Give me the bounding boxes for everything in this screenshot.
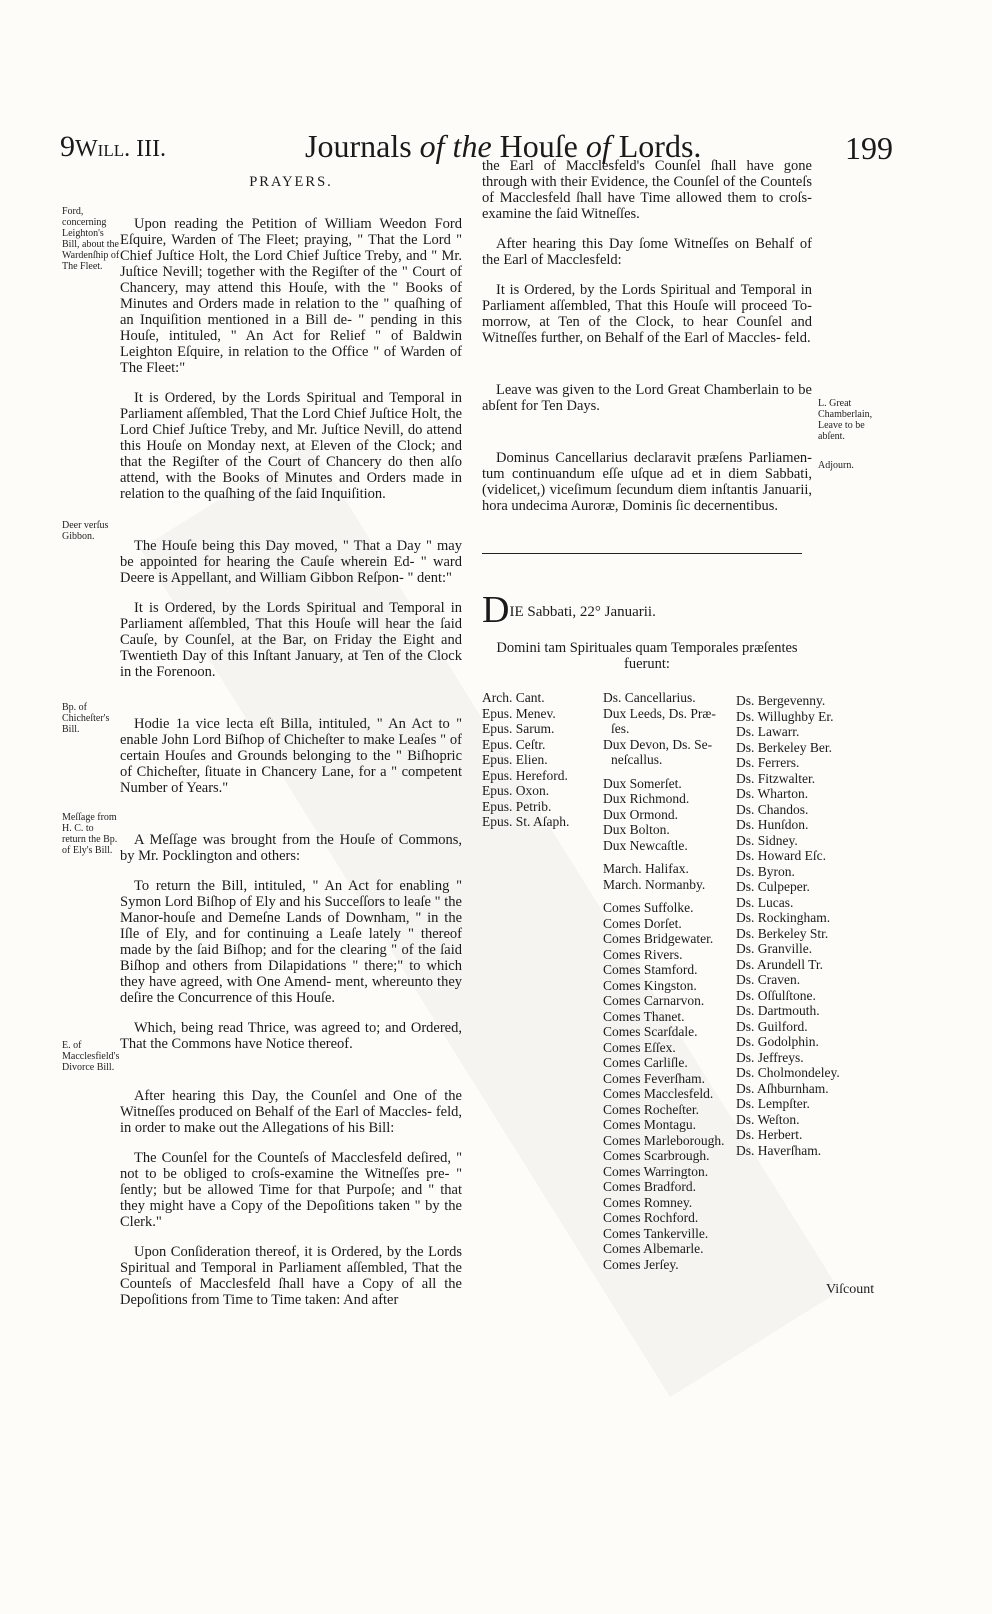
- list-item: Comes Rochford.: [603, 1210, 699, 1225]
- margin-note: E. of Macclesfield's Divorce Bill.: [62, 1040, 120, 1073]
- list-item: Comes Stamford.: [603, 962, 698, 977]
- paragraph: To return the Bill, intituled, " An Act for enabling " Symon Lord Biſhop of Ely and his Succeſſors to leaſe " the Manor-houſe and Demeſne Lands of Downham, " in the Iſle of Ely, and for continuing a Leaſe lately " thereof made by the ſaid Biſhop; and for the clearing " of the ſaid Biſhop and others from Dilapidations " there;" to which they have agreed, with One Amend- ment, whereunto they deſire the Concurrence of this Houſe.: [120, 878, 462, 1006]
- list-item: Dux Newcaſtle.: [603, 837, 688, 853]
- list-item: Epus. Elien.: [482, 752, 548, 767]
- list-item: March. Normanby.: [603, 876, 706, 892]
- paragraph: Hodie 1a vice lecta eſt Billa, intituled, " An Act to " enable John Lord Biſhop of Chicheſter to make Leaſes " of certain Houſes and Grounds belonging to the " Biſhopric of Chicheſter, ſituate in Chancery Lane, for a " competent Number of Years.": [120, 716, 462, 796]
- margin-note: L. Great Chamberlain, Leave to be abſent.: [818, 398, 873, 442]
- list-item: Ds. Rockingham.: [736, 910, 831, 925]
- list-item: Ds. Craven.: [736, 972, 801, 987]
- list-item: Comes Scarſdale.: [603, 1024, 698, 1039]
- list-item: Comes Bradford.: [603, 1179, 696, 1194]
- list-item: Ds. Ferrers.: [736, 755, 800, 770]
- page-number: 199: [845, 130, 893, 166]
- dukes-earls-list: [603, 690, 733, 1272]
- list-item: Ds. Berkeley Str.: [736, 925, 829, 941]
- list-item: Ds. Hunſdon.: [736, 817, 809, 832]
- paragraph: Dominus Cancellarius declaravit præſens Parliamen- tum continuandum eſſe uſque ad et in diem Sabbati, (videlicet,) viceſimum ſecundum diem inſtantis Januarii, hora undecima Auroræ, Dominis ſic decernentibus.: [482, 450, 812, 514]
- list-item: Comes Jerſey.: [603, 1256, 679, 1272]
- list-item: Comes Albemarle.: [603, 1241, 704, 1256]
- list-item: Comes Montagu.: [603, 1117, 696, 1132]
- list-item: Dux Somerſet.: [603, 775, 682, 791]
- list-item: Ds. Culpeper.: [736, 879, 810, 894]
- barons-list: [736, 693, 840, 1158]
- list-item: Ds. Cholmondeley.: [736, 1065, 840, 1080]
- list-item: Comes Bridgewater.: [603, 931, 714, 946]
- list-item: Comes Suffolke.: [603, 900, 694, 915]
- list-item: Comes Feverſham.: [603, 1070, 705, 1086]
- list-item: Epus. Menev.: [482, 705, 556, 721]
- margin-note: Deer verſus Gibbon.: [62, 520, 109, 542]
- list-item: Epus. Sarum.: [482, 721, 555, 736]
- paragraph: the Earl of Macclesfeld's Counſel ſhall have gone through with their Evidence, the Counſel of the Counteſs of Macclesfeld ſhall have Time allowed them to croſs-examine the ſaid Witneſſes.: [482, 158, 812, 222]
- list-item: Comes Carnarvon.: [603, 993, 705, 1008]
- margin-note: Adjourn.: [818, 460, 854, 471]
- paragraph: The Houſe being this Day moved, " That a Day " may be appointed for hearing the Cauſe wherein Ed- " ward Deere is Appellant, and William Gibbon Reſpon- " dent:": [120, 538, 462, 586]
- list-item: Ds. Lawarr.: [736, 724, 800, 739]
- list-item: Ds. Godolphin.: [736, 1034, 819, 1049]
- list-item: March. Halifax.: [603, 861, 689, 876]
- left-column: [120, 170, 462, 1322]
- list-item: Epus. Hereford.: [482, 767, 568, 783]
- list-item: Comes Dorſet.: [603, 915, 682, 931]
- section-heading: PRAYERS.: [249, 174, 333, 190]
- paragraph: After hearing this Day ſome Witneſſes on Behalf of the Earl of Macclesfeld:: [482, 236, 812, 268]
- paragraph: Upon reading the Petition of William Weedon Ford Eſquire, Warden of The Fleet; praying, " That the Lord " Chief Juſtice Holt, the Lord Chief Juſtice Treby, and " Mr. Juſtice Nevill; together with the Regiſter of the " Court of Chancery, may attend this Houſe, with the " Books of Minutes and Orders made in relation to the " quaſhing of an Inquiſition mentioned in a Bill de- " pending in this Houſe, intituled, " An Act for Relief " of Baldwin Leighton Eſquire, in relation to the Office " of Warden of The Fleet:": [120, 216, 462, 376]
- list-item: Ds. Weſton.: [736, 1111, 800, 1127]
- list-item: Comes Thanet.: [603, 1008, 685, 1024]
- list-item: neſcallus.: [611, 752, 663, 767]
- list-item: Ds. Lempſter.: [736, 1096, 810, 1111]
- list-item: Comes Rivers.: [603, 946, 683, 962]
- list-item: Ds. Willughby Er.: [736, 708, 834, 724]
- paragraph: It is Ordered, by the Lords Spiritual and Temporal in Parliament aſſembled, That this Houſe will hear the ſaid Cauſe, by Counſel, at the Bar, on Friday the Eight and Twentieth Day of this Inſtant January, at Ten of the Clock in the Forenoon.: [120, 600, 462, 680]
- list-item: Comes Scarbrough.: [603, 1148, 710, 1163]
- list-item: Ds. Haverſham.: [736, 1142, 822, 1158]
- list-item: Ds. Wharton.: [736, 786, 809, 801]
- list-item: Arch. Cant.: [482, 690, 545, 705]
- margin-note: Ford, concerning Leighton's Bill, about the Wardenſhip of The Fleet.: [62, 206, 120, 272]
- list-item: Ds. Lucas.: [736, 894, 794, 910]
- list-item: Comes Macclesfeld.: [603, 1086, 714, 1101]
- section-divider: [482, 553, 802, 554]
- margin-note: Meſſage from H. C. to return the Bp. of Ely's Bill.: [62, 812, 118, 856]
- regnal-year: 9Will. III.: [60, 130, 167, 163]
- drop-cap: D: [482, 589, 510, 631]
- list-item: Ds. Guilford.: [736, 1018, 808, 1034]
- lords-spiritual-list: [482, 690, 569, 830]
- right-column: [482, 158, 812, 528]
- list-item: Dux Bolton.: [603, 822, 670, 837]
- list-item: Comes Warrington.: [603, 1163, 709, 1179]
- list-item: Ds. Fitzwalter.: [736, 770, 816, 786]
- list-item: Ds. Herbert.: [736, 1127, 803, 1142]
- paragraph: It is Ordered, by the Lords Spiritual and Temporal in Parliament aſſembled, That the Lord Chief Juſtice Holt, the Lord Chief Juſtice Treby, and Mr. Juſtice Nevill, do attend this Houſe on Monday next, at Eleven of the Clock; and that the Regiſter of the Court of Chancery do then alſo attend, with the Books of Minutes and Orders made in relation to the quaſhing of the ſaid Inquiſition.: [120, 390, 463, 502]
- paragraph: The Counſel for the Counteſs of Macclesfeld deſired, " not to be obliged to croſs-examine the Witneſſes pre- " ſently; but be allowed Time for that Purpoſe; and " that they might have a Copy of the Depoſitions taken " by the Clerk.": [120, 1150, 462, 1230]
- list-item: Comes Kingston.: [603, 977, 697, 993]
- paragraph: Leave was given to the Lord Great Chamberlain to be abſent for Ten Days.: [482, 382, 812, 414]
- paragraph: Upon Conſideration thereof, it is Ordered, by the Lords Spiritual and Temporal in Parliament aſſembled, That the Counteſs of Macclesfeld ſhall have a Copy of all the Depoſitions from Time to Time taken: And after: [120, 1244, 462, 1308]
- list-item: Ds. Aſhburnham.: [736, 1080, 829, 1096]
- list-item: Ds. Bergevenny.: [736, 693, 826, 708]
- list-item: Ds. Jeffreys.: [736, 1049, 804, 1065]
- list-item: Comes Eſſex.: [603, 1039, 676, 1055]
- list-item: Ds. Byron.: [736, 863, 795, 879]
- page-title: Journals of the Houſe of Lords.: [305, 128, 702, 164]
- list-item: Comes Tankerville.: [603, 1225, 709, 1241]
- list-item: Comes Carliſle.: [603, 1055, 688, 1070]
- paragraph: It is Ordered, by the Lords Spiritual and Temporal in Parliament aſſembled, That this Houſe will proceed To-morrow, at Ten of the Clock, to hear Counſel and Witneſſes further, on Behalf of the Earl of Maccles- feld.: [482, 282, 812, 346]
- list-item: ſes.: [611, 721, 630, 736]
- list-item: Dux Devon, Ds. Se-: [603, 736, 713, 752]
- margin-note: Bp. of Chicheſter's Bill.: [62, 702, 110, 735]
- list-item: Ds. Berkeley Ber.: [736, 739, 832, 755]
- paragraph: After hearing this Day, the Counſel and One of the Witneſſes produced on Behalf of the Earl of Maccles- feld, in order to make out the Allegations of his Bill:: [120, 1088, 462, 1136]
- list-item: Ds. Dartmouth.: [736, 1003, 820, 1018]
- list-item: Dux Leeds, Ds. Præ-: [603, 705, 716, 721]
- list-item: Epus. Oxon.: [482, 783, 550, 798]
- list-item: Comes Rocheſter.: [603, 1101, 699, 1117]
- list-item: Ds. Oſſulſtone.: [736, 987, 816, 1003]
- paragraph: Which, being read Thrice, was agreed to; and Ordered, That the Commons have Notice thereof.: [120, 1020, 462, 1052]
- paragraph: A Meſſage was brought from the Houſe of Commons, by Mr. Pocklington and others:: [120, 832, 462, 864]
- list-item: Ds. Cancellarius.: [603, 690, 696, 705]
- list-item: Ds. Howard Eſc.: [736, 848, 826, 863]
- attendance-heading: Domini tam Spirituales quam Temporales præſentes fuerunt:: [496, 640, 798, 672]
- list-item: Epus. Petrib.: [482, 798, 552, 814]
- list-item: Epus. Ceſtr.: [482, 736, 546, 752]
- catchword: Viſcount: [826, 1282, 875, 1297]
- day-heading: DIE Sabbati, 22° Januarii.: [482, 589, 656, 631]
- list-item: Comes Romney.: [603, 1194, 693, 1210]
- list-item: Comes Marleborough.: [603, 1132, 725, 1148]
- list-item: Ds. Arundell Tr.: [736, 956, 824, 972]
- list-item: Epus. St. Aſaph.: [482, 814, 570, 829]
- list-item: Ds. Granville.: [736, 941, 813, 956]
- list-item: Dux Ormond.: [603, 806, 678, 822]
- list-item: Ds. Sidney.: [736, 832, 798, 848]
- list-item: Ds. Chandos.: [736, 801, 809, 817]
- list-item: Dux Richmond.: [603, 791, 690, 806]
